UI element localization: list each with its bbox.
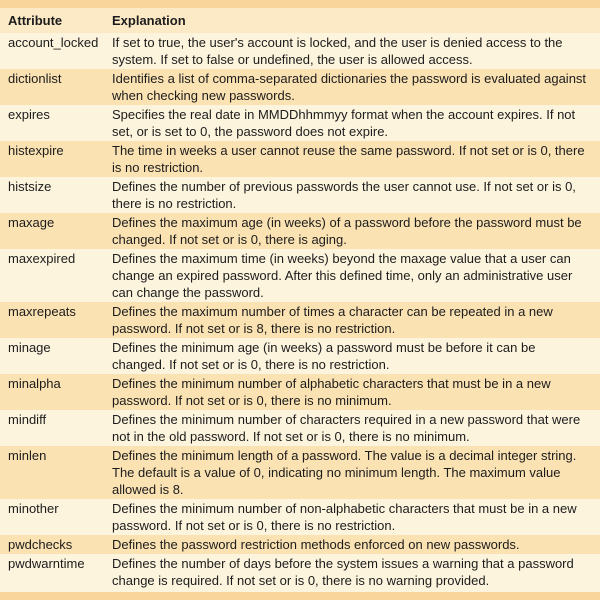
attribute-cell: histexpire <box>8 143 64 158</box>
attribute-cell: minalpha <box>8 376 61 391</box>
explanation-cell: Defines the number of previous passwords the user cannot use. If not set or is 0, there is no restriction. <box>112 179 576 211</box>
attribute-cell: maxexpired <box>8 251 76 266</box>
table-row <box>0 249 600 302</box>
explanation-column-header: Explanation <box>112 13 186 28</box>
attribute-cell: maxage <box>8 215 55 230</box>
attribute-cell: dictionlist <box>8 71 62 86</box>
table-top-border <box>0 0 600 8</box>
attribute-cell: histsize <box>8 179 52 194</box>
explanation-cell: Identifies a list of comma-separated dictionaries the password is evaluated against when checking new passwords. <box>112 71 587 103</box>
table-header-row <box>0 8 600 33</box>
attribute-cell: pwdchecks <box>8 537 73 552</box>
explanation-cell: Defines the minimum number of non-alphabetic characters that must be in a new password. If not set or is 0, there is no restriction. <box>112 501 577 533</box>
table-row <box>0 69 600 105</box>
table-row <box>0 554 600 590</box>
attribute-cell: mindiff <box>8 412 47 427</box>
attribute-cell: minage <box>8 340 51 355</box>
attribute-column-header: Attribute <box>8 13 63 28</box>
table-row <box>0 302 600 338</box>
table-row <box>0 374 600 410</box>
explanation-cell: The time in weeks a user cannot reuse the same password. If not set or is 0, there is no restriction. <box>112 143 585 175</box>
attribute-cell: maxrepeats <box>8 304 76 319</box>
explanation-cell: Defines the password restriction methods enforced on new passwords. <box>112 537 520 552</box>
attribute-cell: pwdwarntime <box>8 556 85 571</box>
attribute-cell: minlen <box>8 448 47 463</box>
explanation-cell: Defines the number of days before the system issues a warning that a password change is required. If not set or is 0, there is no warning provided. <box>112 556 574 588</box>
explanation-cell: Defines the maximum number of times a character can be repeated in a new password. If not set or is 8, there is no restriction. <box>112 304 553 336</box>
table-row <box>0 499 600 535</box>
attribute-cell: minother <box>8 501 59 516</box>
explanation-cell: Defines the minimum length of a password. The value is a decimal integer string. The default is a value of 0, indicating no minimum length. The maximum value allowed is 8. <box>112 448 577 497</box>
table-row <box>0 446 600 499</box>
table-row <box>0 338 600 374</box>
attribute-cell: expires <box>8 107 50 122</box>
table-bottom-border <box>0 592 600 600</box>
table-row <box>0 410 600 446</box>
explanation-cell: Defines the maximum age (in weeks) of a password before the password must be changed. If not set or is 0, there is aging. <box>112 215 582 247</box>
explanation-cell: Defines the minimum age (in weeks) a password must be before it can be changed. If not set or is 0, there is no restriction. <box>112 340 536 372</box>
explanation-cell: Specifies the real date in MMDDhhmmyy format when the account expires. If not set, or is set to 0, the password does not expire. <box>112 107 576 139</box>
table-row <box>0 535 600 554</box>
attribute-cell: account_locked <box>8 35 99 50</box>
table-row <box>0 213 600 249</box>
explanation-cell: If set to true, the user's account is locked, and the user is denied access to the system. If set to false or undefined, the user is allowed access. <box>112 35 563 67</box>
table-row <box>0 177 600 213</box>
explanation-cell: Defines the minimum number of alphabetic characters that must be in a new password. If not set or is 0, there is no minimum. <box>112 376 551 408</box>
table-row <box>0 105 600 141</box>
explanation-cell: Defines the maximum time (in weeks) beyond the maxage value that a user can change an expired password. After this defined time, only an administrative user can change the password. <box>112 251 573 300</box>
explanation-cell: Defines the minimum number of characters required in a new password that were not in the old password. If not set or is 0, there is no minimum. <box>112 412 581 444</box>
table-row <box>0 33 600 69</box>
table-row <box>0 141 600 177</box>
